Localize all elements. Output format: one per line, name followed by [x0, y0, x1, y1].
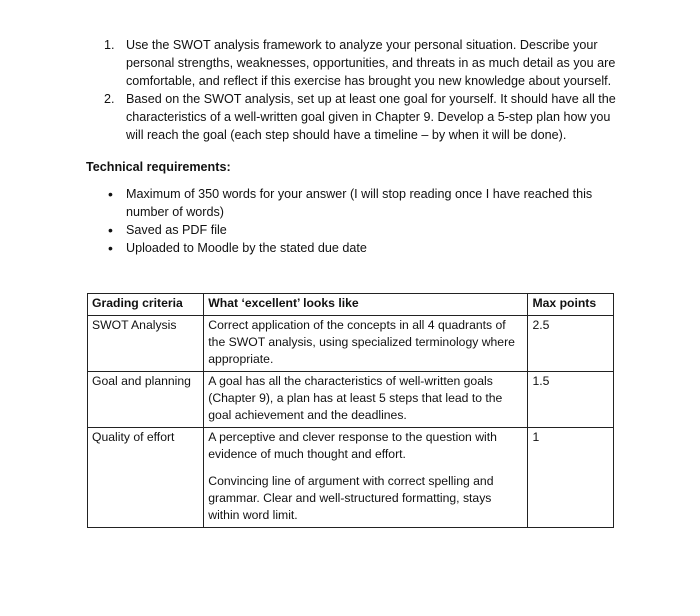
excellent-text: A perceptive and clever response to the question with evidence of much thought and effort.	[208, 430, 497, 461]
requirement-item	[108, 221, 608, 239]
header-max-points: Max points	[528, 294, 614, 316]
header-grading-criteria: Grading criteria	[88, 294, 204, 316]
bullet-icon: •	[108, 222, 113, 238]
excellent-text: Correct application of the concepts in all 4 quadrants of the SWOT analysis, using specialized terminology where appropriate.	[208, 318, 515, 366]
task-item	[104, 36, 624, 90]
points-cell: 1	[528, 428, 614, 528]
excellent-text: Convincing line of argument with correct spelling and grammar. Clear and well-structured formatting, stays within word limit.	[208, 474, 494, 522]
requirements-list	[108, 185, 608, 257]
requirement-item	[108, 185, 608, 221]
excellent-cell	[204, 428, 528, 528]
task-list	[104, 36, 624, 144]
requirement-text: Maximum of 350 words for your answer (I will stop reading once I have reached this number of words)	[126, 187, 593, 219]
table-header-row	[88, 294, 614, 316]
task-text: Use the SWOT analysis framework to analyze your personal situation. Describe your personal strengths, weaknesses, opportunities, and threats in as much detail as you are comfortable, and reflect if this exercise has brought you new knowledge about yourself.	[126, 38, 616, 88]
excellent-cell	[204, 372, 528, 428]
table-row	[88, 428, 614, 528]
grading-table	[87, 293, 614, 528]
task-number: 2.	[104, 92, 115, 106]
table-row	[88, 372, 614, 428]
header-excellent: What ‘excellent’ looks like	[204, 294, 528, 316]
task-number: 1.	[104, 38, 115, 52]
table-row	[88, 316, 614, 372]
criteria-cell: SWOT Analysis	[88, 316, 204, 372]
bullet-icon: •	[108, 186, 113, 202]
criteria-cell: Goal and planning	[88, 372, 204, 428]
requirement-text: Uploaded to Moodle by the stated due date	[126, 241, 367, 255]
task-item	[104, 90, 624, 144]
excellent-text: A goal has all the characteristics of well-written goals (Chapter 9), a plan has at least 5 steps that lead to the goal achievement and the deadlines.	[208, 374, 503, 422]
task-text: Based on the SWOT analysis, set up at least one goal for yourself. It should have all the characteristics of a well-written goal given in Chapter 9. Develop a 5-step plan how you will reach the goal (each step should have a timeline – by when it will be done).	[126, 92, 616, 142]
points-cell: 1.5	[528, 372, 614, 428]
excellent-cell	[204, 316, 528, 372]
requirement-text: Saved as PDF file	[126, 223, 227, 237]
bullet-icon: •	[108, 240, 113, 256]
requirement-item	[108, 239, 608, 257]
criteria-cell: Quality of effort	[88, 428, 204, 528]
technical-requirements-heading: Technical requirements:	[86, 160, 231, 174]
points-cell: 2.5	[528, 316, 614, 372]
